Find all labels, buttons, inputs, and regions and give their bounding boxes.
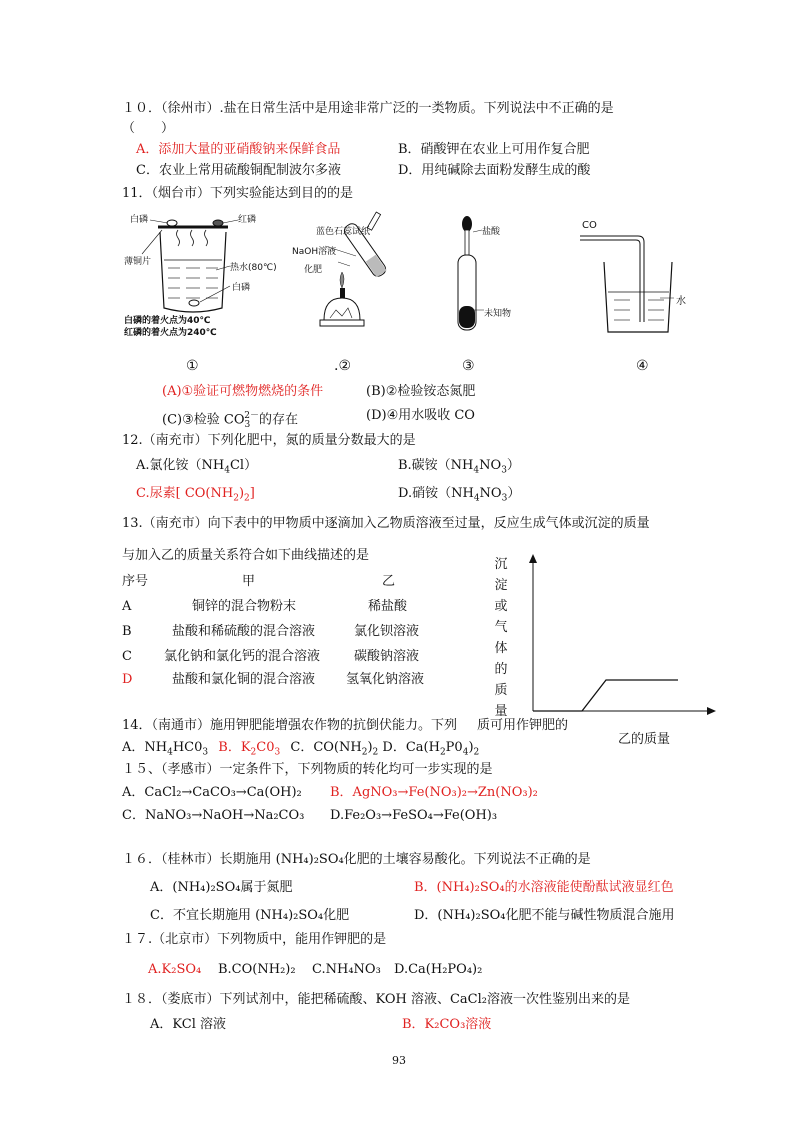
label-co-gas: CO — [582, 220, 597, 231]
q13-stem-line1: 13.（南充市）向下表中的甲物质中逐滴加入乙物质溶液至过量，反应生成气体或沉淀的质量 — [122, 516, 650, 531]
table-row-jia: 铜锌的混合物粉末 — [192, 599, 297, 614]
q12-option-c: C.尿素[ $CO(NH_2)_2$] — [136, 486, 255, 504]
note-white-ignition: 白磷的着火点为40℃ — [124, 316, 211, 326]
q17-stem: １７.（北京市）下列物质中，能用作钾肥的是 — [122, 932, 387, 947]
q12-stem: 12.（南充市）下列化肥中，氮的质量分数最大的是 — [122, 433, 416, 448]
q15-option-b: B．AgNO₃→Fe(NO₃)₂→Zn(NO₃)₂ — [330, 785, 538, 800]
table-row-id: A — [122, 599, 132, 614]
label-hot-water: 热水(80℃) — [230, 263, 277, 273]
note-red-ignition: 红磷的着火点为240℃ — [124, 328, 217, 338]
q14-option-c: C．$CO(NH_2)_2$ — [290, 740, 379, 758]
q12-option-d: D.硝铵$(NH_4NO_3)$ — [398, 486, 521, 504]
q10-option-a: A．添加大量的亚硝酸钠来保鲜食品 — [136, 142, 341, 157]
table-row-jia: 盐酸和稀硫酸的混合溶液 — [172, 624, 316, 639]
table-header-jia: 甲 — [242, 574, 256, 589]
q10-option-c: C．农业上常用硫酸铜配制波尔多液 — [136, 163, 341, 178]
label-litmus-paper: 蓝色石蕊试纸 — [316, 227, 371, 237]
q16-option-c: C．不宜长期施用 (NH₄)₂SO₄化肥 — [150, 908, 350, 923]
table-header-yi: 乙 — [382, 574, 396, 589]
q16-option-a: A．(NH₄)₂SO₄属于氮肥 — [150, 880, 293, 895]
q18-option-a: A．KCl 溶液 — [150, 1017, 226, 1032]
y-axis-arrow — [529, 554, 537, 563]
q10-option-b: B．硝酸钾在农业上可用作复合肥 — [398, 142, 590, 157]
q11-option-a: (A)①验证可燃物燃烧的条件 — [162, 384, 324, 399]
co-absorption-drawing — [578, 222, 698, 340]
table-row-jia: 氯化钠和氯化钙的混合溶液 — [164, 649, 321, 664]
q13-stem-line2: 与加入乙的质量关系符合如下曲线描述的是 — [122, 548, 370, 563]
table-header-id: 序号 — [122, 574, 149, 589]
q14-option-b: B．$K_2C0_3$ — [218, 740, 281, 758]
q10-option-d: D．用纯碱除去面粉发酵生成的酸 — [398, 163, 591, 178]
q11-stem: 11．（烟台市）下列实验能达到目的的是 — [122, 186, 354, 201]
q17-option-a: A.K₂SO₄ — [148, 962, 202, 977]
figure-number-1: ① — [186, 358, 199, 374]
figure-combustion-experiment — [120, 210, 280, 340]
label-white-phosphorus-water: 白磷 — [232, 283, 251, 293]
label-copper-sheet: 薄铜片 — [124, 257, 152, 267]
table-row-yi: 氢氧化钠溶液 — [346, 672, 425, 687]
graph-ylabel: 沉 淀 或 气 体 的 质 量 — [494, 557, 508, 719]
x-axis-arrow — [707, 707, 716, 715]
q12-option-a: A.氯化铵$(NH_4Cl)$ — [136, 458, 258, 476]
label-fertilizer: 化肥 — [304, 265, 323, 275]
table-row-id: D — [122, 672, 133, 687]
label-unknown-substance: 未知物 — [484, 309, 512, 319]
q15-option-c: C．NaNO₃→NaOH→Na₂CO₃ — [122, 808, 305, 823]
table-row-yi: 碳酸钠溶液 — [354, 649, 420, 664]
q16-stem: １６．（桂林市）长期施用 (NH₄)₂SO₄化肥的土壤容易酸化。下列说法不正确的是 — [122, 852, 591, 867]
page-number: 93 — [392, 1054, 406, 1067]
q14-stem: 14．（南通市）施用钾肥能增强农作物的抗倒伏能力。下列 质可用作钾肥的 — [122, 718, 569, 733]
figure-number-3: ③ — [462, 358, 475, 374]
q10-paren: （ ） — [122, 121, 175, 136]
figure-co-absorption — [578, 222, 698, 340]
q11-option-b: (B)②检验铵态氮肥 — [366, 384, 476, 399]
q15-stem: １５、（孝感市）一定条件下，下列物质的转化均可一步实现的是 — [122, 762, 493, 777]
q10-stem: １０．（徐州市）.盐在日常生活中是用途非常广泛的一类物质。下列说法中不正确的是 — [122, 101, 614, 116]
figure-ammonium-test — [290, 210, 400, 340]
q14-option-a: A．$NH_4HC0_3$ — [122, 740, 209, 758]
table-row-yi: 氯化钡溶液 — [354, 624, 420, 639]
q15-option-a: A．CaCl₂→CaCO₃→Ca(OH)₂ — [122, 785, 302, 800]
graph-xlabel: 乙的质量 — [618, 732, 671, 747]
table-row-yi: 稀盐酸 — [368, 599, 408, 614]
q17-option-b: B.CO(NH₂)₂ — [218, 962, 296, 977]
q14-options — [122, 740, 479, 761]
label-naoh-solution: NaOH溶液 — [292, 247, 337, 257]
table-row-id: B — [122, 624, 132, 639]
q16-option-b: B．(NH₄)₂SO₄的水溶液能使酚酞试液显红色 — [414, 880, 674, 895]
graph-plot — [520, 550, 720, 720]
figure-number-4: ④ — [636, 358, 649, 374]
figure-carbonate-test — [440, 210, 540, 340]
q11-option-c: (C)③检验 $CO_3^{2-}$的存在 — [162, 411, 298, 430]
q16-option-d: D．(NH₄)₂SO₄化肥不能与碱性物质混合施用 — [414, 908, 675, 923]
q18-option-b: B．K₂CO₃溶液 — [402, 1017, 492, 1032]
label-red-phosphorus: 红磷 — [238, 215, 257, 225]
q18-stem: １８．（娄底市）下列试剂中，能把稀硫酸、KOH 溶液、CaCl₂溶液一次性鉴别出来的是 — [122, 992, 631, 1007]
table-row-jia: 盐酸和氯化铜的混合溶液 — [172, 672, 316, 687]
label-hydrochloric-acid: 盐酸 — [482, 227, 501, 237]
q14-option-d: D．$Ca(H_2P0_4)_2$ — [382, 740, 480, 758]
q17-option-c: C.NH₄NO₃ — [312, 962, 381, 977]
figure-number-2: .② — [334, 358, 352, 374]
graph-curve — [533, 680, 678, 711]
q15-option-d: D.Fe₂O₃→FeSO₄→Fe(OH)₃ — [330, 808, 498, 823]
label-white-phosphorus: 白磷 — [130, 215, 149, 225]
q11-option-d: (D)④用水吸收 CO — [366, 408, 475, 423]
q17-option-d: D.Ca(H₂PO₄)₂ — [394, 962, 483, 977]
q12-option-b: B.碳铵$(NH_4NO_3)$ — [398, 458, 520, 476]
table-row-id: C — [122, 649, 132, 664]
label-water: 水 — [676, 296, 686, 307]
